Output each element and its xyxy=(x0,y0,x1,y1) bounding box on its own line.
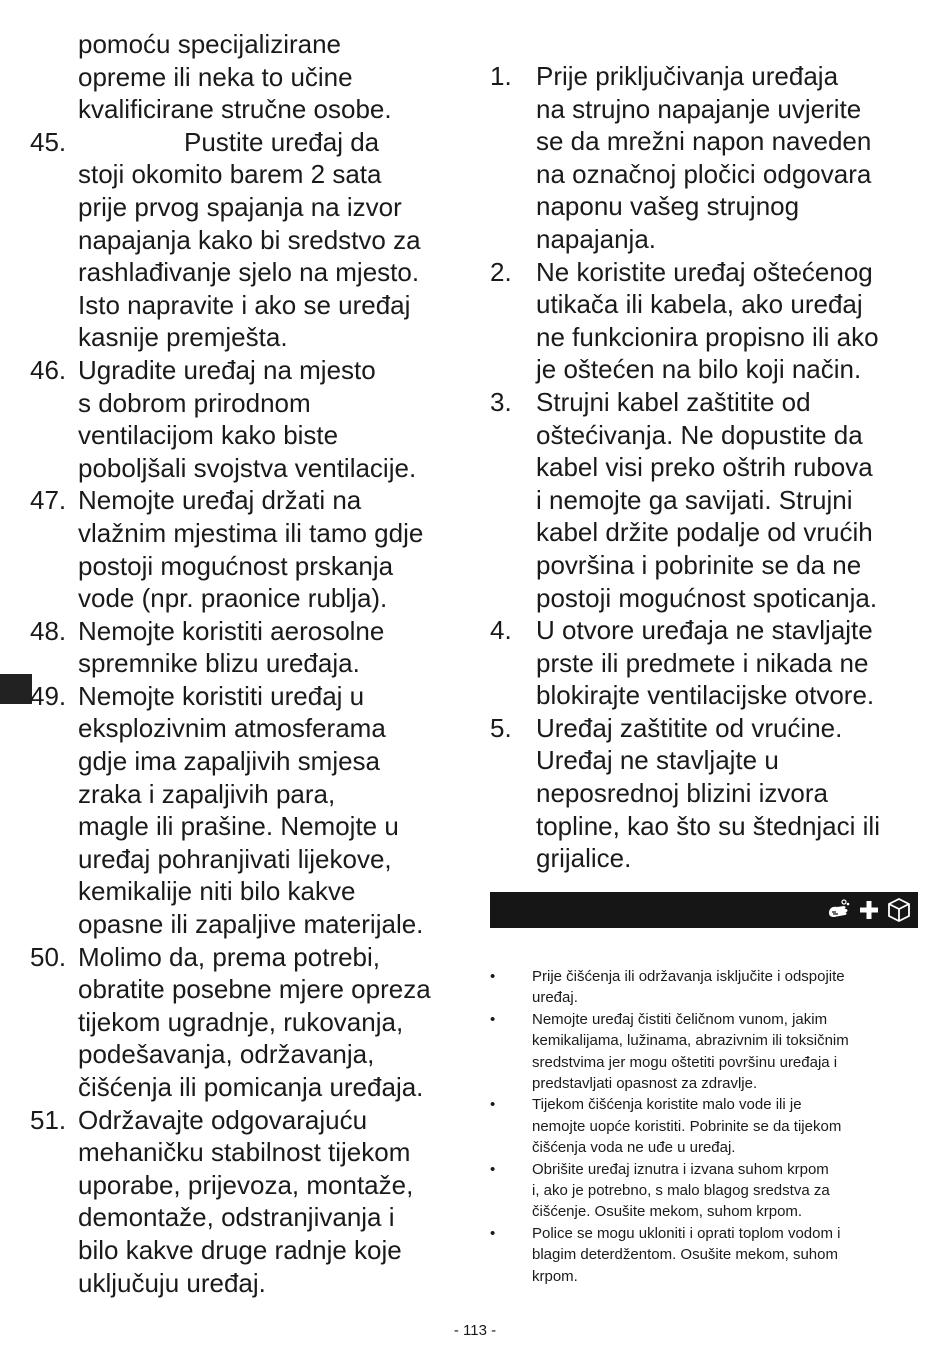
item-number: 49. xyxy=(30,680,67,711)
text-line: Uređaj zaštitite od vrućine. xyxy=(536,712,843,743)
list-item xyxy=(30,680,470,941)
text-line: čišćenja ili pomicanja uređaja. xyxy=(78,1072,424,1102)
text-line: poboljšali svojstva ventilacije. xyxy=(78,452,417,483)
text-line: čišćenja voda ne uđe u uređaj. xyxy=(532,1139,736,1157)
page-number: - 113 - xyxy=(453,1322,497,1339)
bullet-marker: • xyxy=(490,1096,496,1114)
text-line: vlažnim mjestima ili tamo gdje xyxy=(78,517,424,548)
text-line: Nemojte koristiti uređaj u xyxy=(78,680,365,711)
text-line: opreme ili neka to učine xyxy=(78,61,353,92)
text-line: Police se mogu ukloniti i oprati toplom vodom i xyxy=(532,1224,841,1242)
text-line xyxy=(78,126,470,159)
text-line: bilo kakve druge radnje koje xyxy=(78,1234,402,1265)
text-line: pomoću specijalizirane xyxy=(78,29,342,59)
text-line: uključuju uređaj. xyxy=(78,1267,266,1298)
list-item xyxy=(490,60,920,256)
text-line: vode (npr. praonice rublja). xyxy=(78,583,388,614)
item-number: 50. xyxy=(30,941,67,972)
text-line: obratite posebne mjere opreza xyxy=(78,974,431,1005)
item-number: 2. xyxy=(490,256,512,287)
text-line: U otvore uređaja ne stavljajte xyxy=(536,615,873,646)
cleaning-bullet-list xyxy=(488,966,908,1287)
text-line: Nemojte koristiti aerosolne xyxy=(78,615,385,646)
text-line: Ne koristite uređaj oštećenog xyxy=(536,256,873,287)
box-icon xyxy=(886,897,912,923)
item-number: 46. xyxy=(30,354,67,385)
list-item xyxy=(490,712,920,875)
text-line: magle ili prašine. Nemojte u xyxy=(78,811,399,842)
item-number: 45. xyxy=(30,126,67,157)
text-line: predstavljati opasnost za zdravlje. xyxy=(532,1075,758,1093)
item-number: 3. xyxy=(490,386,512,417)
bullet-item xyxy=(488,966,908,1009)
text-line: blagim deterdžentom. Osušite mekom, suhom xyxy=(532,1246,838,1264)
text-line: kabel držite podalje od vrućih xyxy=(536,517,873,548)
text-line: demontaže, odstranjivanja i xyxy=(78,1202,395,1233)
list-item xyxy=(30,941,470,1104)
item-number: 51. xyxy=(30,1104,67,1135)
item-number: 5. xyxy=(490,712,512,743)
bullet-marker: • xyxy=(490,968,496,985)
text-line: i nemojte ga savijati. Strujni xyxy=(536,484,853,515)
cleaning-section-bar xyxy=(490,892,918,928)
text-line: oštećivanja. Ne dopustite da xyxy=(536,419,863,450)
text-line: rashlađivanje sjelo na mjesto. xyxy=(78,257,420,288)
left-column xyxy=(30,28,470,1299)
list-item xyxy=(490,386,920,614)
text-line: Uređaj ne stavljajte u xyxy=(536,745,779,776)
list-item xyxy=(30,1104,470,1300)
text-line: ne funkcionira propisno ili ako xyxy=(536,321,879,352)
text-line: postoji mogućnost prskanja xyxy=(78,550,394,581)
text-line: Nemojte uređaj držati na xyxy=(78,485,362,516)
text-line: naponu vašeg strujnog xyxy=(536,191,800,222)
bullet-item xyxy=(488,1094,908,1158)
text-line: blokirajte ventilacijske otvore. xyxy=(536,680,875,711)
text-line: neposrednoj blizini izvora xyxy=(536,778,828,809)
text-line: prije prvog spajanja na izvor xyxy=(78,191,402,222)
text-line: kasnije premješta. xyxy=(78,322,288,353)
list-item xyxy=(30,126,470,354)
bullet-item xyxy=(488,1159,908,1223)
text-line: tijekom ugradnje, rukovanja, xyxy=(78,1006,404,1037)
text-line: Prije priključivanja uređaja xyxy=(536,61,839,91)
text-line: Tijekom čišćenja koristite malo vode ili je xyxy=(532,1096,802,1114)
list-item xyxy=(490,256,920,386)
safety-list-right xyxy=(490,60,920,875)
text-line: se da mrežni napon naveden xyxy=(536,126,872,157)
text-line: Nemojte uređaj čistiti čeličnom vunom, jakim xyxy=(532,1010,828,1028)
text-line: ventilacijom kako biste xyxy=(78,420,339,451)
text-line: uređaj. xyxy=(532,989,578,1007)
page-tab-marker xyxy=(0,674,32,704)
text-line: napajanja. xyxy=(536,223,656,254)
text-line: spremnike blizu uređaja. xyxy=(78,648,360,679)
text-line: Isto napravite i ako se uređaj xyxy=(78,289,411,320)
list-item xyxy=(30,484,470,614)
list-item xyxy=(30,615,470,680)
text-line: opasne ili zapaljive materijale. xyxy=(78,909,424,940)
text-line: eksplozivnim atmosferama xyxy=(78,713,386,744)
text-line: Prije čišćenja ili održavanja isključite i odspojite xyxy=(532,968,845,985)
text-line: utikača ili kabela, ako uređaj xyxy=(536,289,863,320)
text-line: i, ako je potrebno, s malo blagog sredstva za xyxy=(532,1182,830,1200)
text-fragment: Pustite uređaj da xyxy=(184,126,380,157)
text-line: Ugradite uređaj na mjesto xyxy=(78,354,376,385)
bullet-item xyxy=(488,1009,908,1095)
text-line: krpom. xyxy=(532,1267,578,1285)
text-line: uređaj pohranjivati lijekove, xyxy=(78,843,392,874)
text-line: Održavajte odgovarajuću xyxy=(78,1104,368,1135)
bullet-marker: • xyxy=(490,1010,496,1028)
text-line: mehaničku stabilnost tijekom xyxy=(78,1137,411,1168)
text-line: sredstvima jer mogu oštetiti površinu uređaja i xyxy=(532,1053,838,1071)
text-line: grijalice. xyxy=(536,843,632,874)
bullet-item xyxy=(488,1223,908,1287)
item-number: 47. xyxy=(30,485,67,516)
text-line: na označnoj pločici odgovara xyxy=(536,158,872,189)
text-line: Strujni kabel zaštitite od xyxy=(536,386,811,417)
item-number: 1. xyxy=(490,61,512,91)
item-number: 48. xyxy=(30,615,67,646)
safety-list-left xyxy=(30,126,470,1299)
text-line: kemikalije niti bilo kakve xyxy=(78,876,356,907)
cleaning-hand-icon xyxy=(826,897,852,923)
bullet-marker: • xyxy=(490,1160,496,1178)
text-line: kemikalijama, lužinama, abrazivnim ili toksičnim xyxy=(532,1032,849,1050)
bullet-marker: • xyxy=(490,1224,496,1242)
text-line: kabel visi preko oštrih rubova xyxy=(536,452,873,483)
list-item xyxy=(30,354,470,484)
text-line: s dobrom prirodnom xyxy=(78,387,311,418)
text-line: kvalificirane stručne osobe. xyxy=(78,94,392,125)
right-column xyxy=(490,60,920,875)
plus-icon xyxy=(858,899,880,921)
text-line: čišćenje. Osušite mekom, suhom krpom. xyxy=(532,1203,803,1221)
text-line: je oštećen na bilo koji način. xyxy=(536,354,862,385)
text-line: uporabe, prijevoza, montaže, xyxy=(78,1169,414,1200)
text-line: na strujno napajanje uvjerite xyxy=(536,93,862,124)
text-line: gdje ima zapaljivih smjesa xyxy=(78,746,381,777)
continued-paragraph xyxy=(30,28,470,126)
text-line: postoji mogućnost spoticanja. xyxy=(536,582,878,613)
item-number: 4. xyxy=(490,615,512,646)
text-line: stoji okomito barem 2 sata xyxy=(78,159,382,190)
text-line: površina i pobrinite se da ne xyxy=(536,549,862,580)
text-line: topline, kao što su štednjaci ili xyxy=(536,810,880,841)
text-line: prste ili predmete i nikada ne xyxy=(536,647,869,678)
text-line: napajanja kako bi sredstvo za xyxy=(78,224,421,255)
text-line: nemojte uopće koristiti. Pobrinite se da tijekom xyxy=(532,1117,842,1135)
text-line: zraka i zapaljivih para, xyxy=(78,778,336,809)
text-line: Molimo da, prema potrebi, xyxy=(78,941,381,972)
text-line: podešavanja, održavanja, xyxy=(78,1039,375,1070)
list-item xyxy=(490,614,920,712)
text-line: Obrišite uređaj iznutra i izvana suhom krpom xyxy=(532,1160,829,1178)
